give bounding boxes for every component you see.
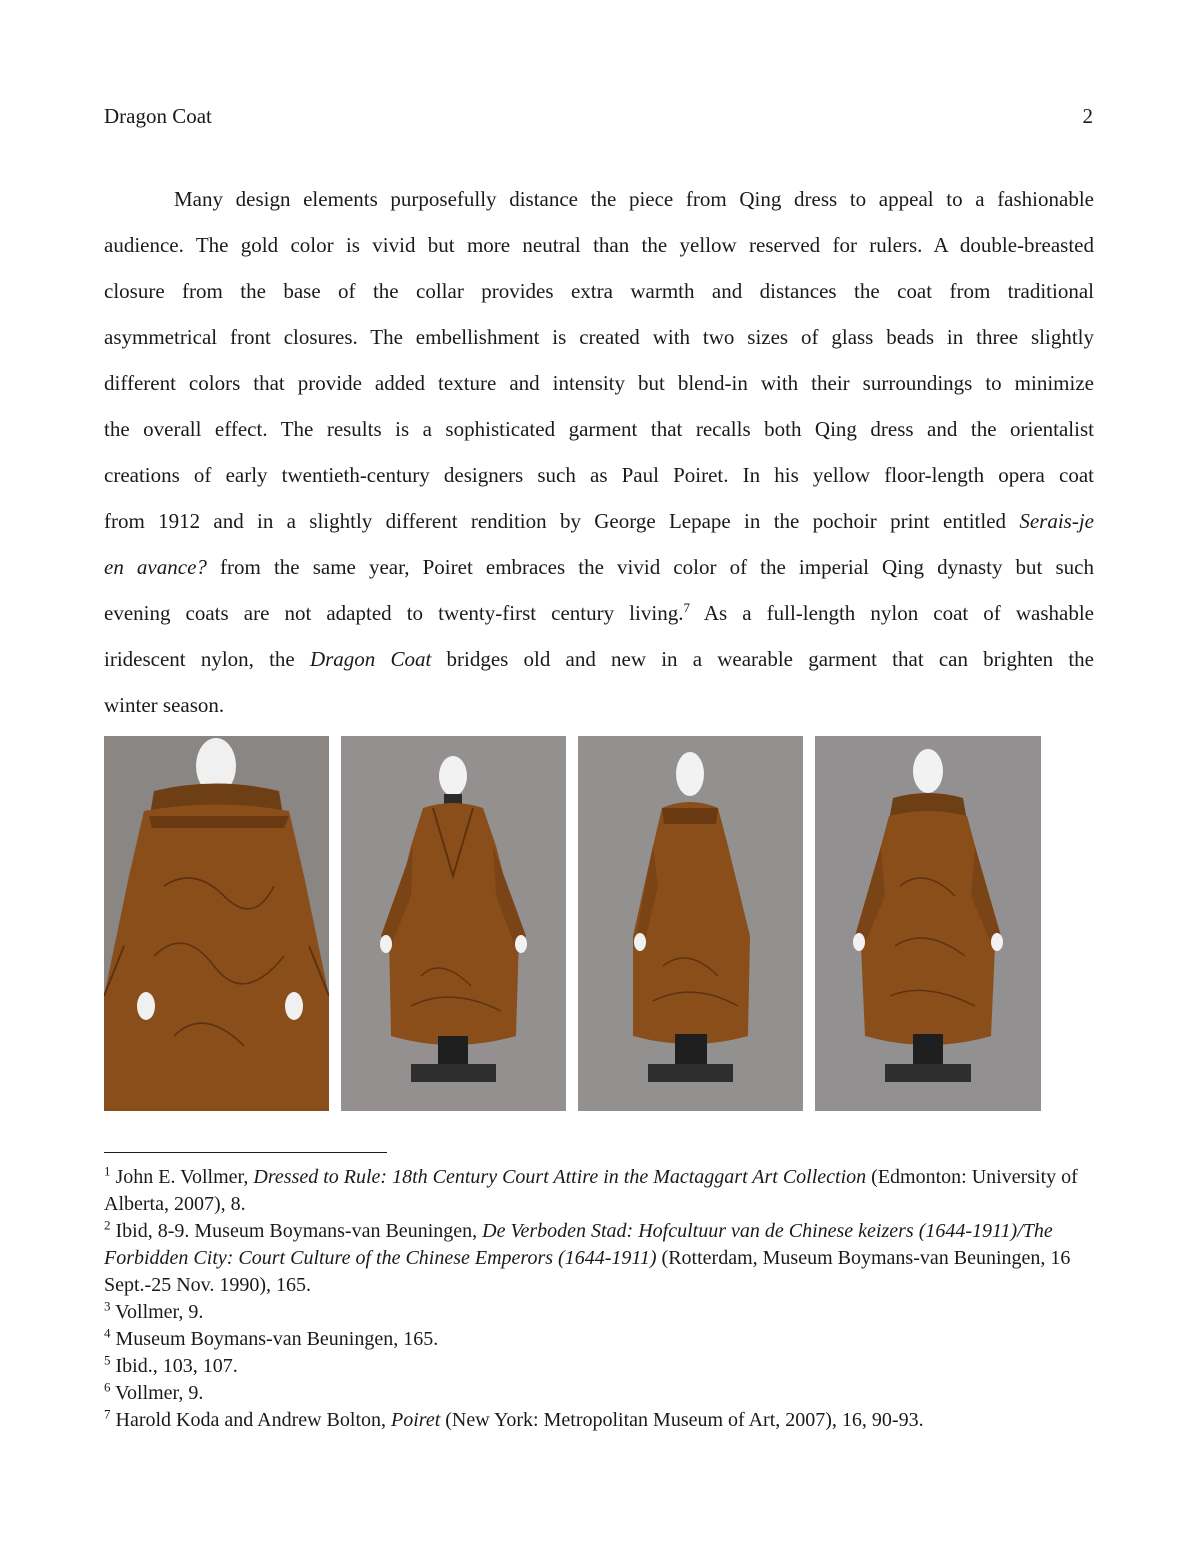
footnote-ref[interactable]: 7	[683, 600, 690, 615]
paragraph-line: audience. The gold color is vivid but more neutral than the yellow reserved for rulers. A double-breasted	[104, 233, 1094, 257]
coat-photo-back	[815, 736, 1041, 1111]
body-paragraph	[104, 176, 1094, 728]
paragraph-line: different colors that provide added texture and intensity but blend-in with their surroundings to minimize	[104, 371, 1094, 395]
footnote-number: 3	[104, 1298, 111, 1314]
footnote: $^3$ Vollmer, 9.	[104, 1298, 204, 1323]
paragraph-line: creations of early twentieth-century designers such as Paul Poiret. In his yellow floor-length opera coat	[104, 463, 1094, 487]
paragraph-line: closure from the base of the collar provides extra warmth and distances the coat from traditional	[104, 279, 1094, 303]
footnote-number: 2	[104, 1217, 111, 1233]
running-header-title: Dragon Coat	[104, 104, 212, 128]
italic-title: Dragon Coat	[309, 647, 432, 671]
footnote-separator	[104, 1152, 387, 1153]
coat-photo-back-closeup	[104, 736, 329, 1111]
footnote: $^5$ Ibid., 103, 107.	[104, 1352, 238, 1377]
footnote: $^7$ Harold Koda and Andrew Bolton, Poiret (New York: Metropolitan Museum of Art, 2007), 16, 90-93.	[104, 1406, 924, 1431]
footnotes	[104, 1164, 1094, 1434]
coat-photo-side	[578, 736, 803, 1111]
paragraph-line: evening coats are not adapted to twenty-first century living.$^7$ As a full-length nylon coat of washable	[104, 600, 1094, 625]
coat-photo-front	[341, 736, 566, 1111]
footnote-number: 1	[104, 1163, 111, 1179]
footnote-number: 4	[104, 1325, 111, 1341]
paragraph-line: asymmetrical front closures. The embellishment is created with two sizes of glass beads in three slightly	[104, 325, 1094, 349]
footnote: $^1$ John E. Vollmer, Dressed to Rule: 18th Century Court Attire in the Mactaggart Art Collection (Edmonton: University of Alberta, 2007), 8.	[104, 1163, 1078, 1215]
italic-title: en avance?	[104, 555, 207, 579]
paragraph-line: Many design elements purposefully distance the piece from Qing dress to appeal to a fashionable	[174, 187, 1094, 211]
page-number: 2	[1082, 104, 1093, 128]
footnote: $^2$ Ibid, 8-9. Museum Boymans-van Beuningen, De Verboden Stad: Hofcultuur van de Chinese keizers (1644-1911)/The Forbidden City: Court Culture of the Chinese Emperors (1644-1911) (Rotterdam, Museum Boymans-van Beuningen, 16 Sept.-25 Nov. 1990), 165.	[104, 1217, 1071, 1296]
paragraph-line: iridescent nylon, the Dragon Coat bridges old and new in a wearable garment that can brighten the	[104, 647, 1095, 671]
footnote-number: 7	[104, 1406, 111, 1422]
italic-title: Serais-je	[1019, 509, 1094, 533]
paragraph-line: from 1912 and in a slightly different rendition by George Lepape in the pochoir print entitled Serais-je	[104, 509, 1094, 533]
footnote-number: 6	[104, 1379, 111, 1395]
footnote-number: 5	[104, 1352, 111, 1368]
paragraph-line: winter season.	[104, 693, 225, 717]
coat-photo-row	[104, 736, 1094, 1111]
paragraph-line: en avance? from the same year, Poiret embraces the vivid color of the imperial Qing dynasty but such	[104, 555, 1094, 579]
paragraph-line: the overall effect. The results is a sophisticated garment that recalls both Qing dress and the orientalist	[104, 417, 1094, 441]
footnote: $^6$ Vollmer, 9.	[104, 1379, 204, 1404]
footnote: $^4$ Museum Boymans-van Beuningen, 165.	[104, 1325, 439, 1350]
